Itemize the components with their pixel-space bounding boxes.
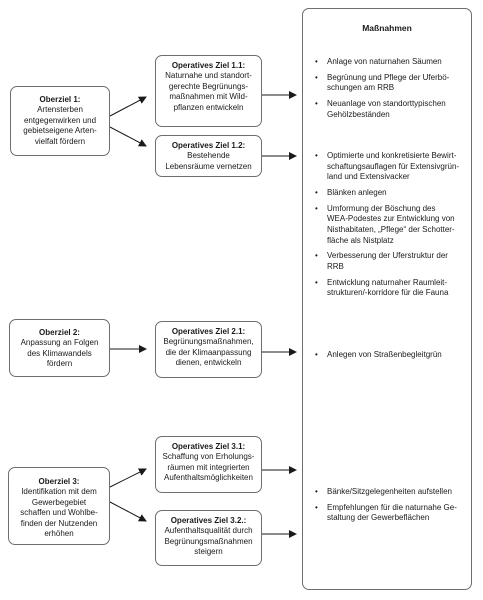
- operatives-ziel-3-2-title: Operatives Ziel 3.2.:: [170, 516, 247, 525]
- massnahmen-group-1: [313, 57, 465, 126]
- oberziel-1-text: Artensterben entgegenwirken und gebietseigene Arten- vielfalt fördern: [23, 105, 97, 146]
- massnahmen-panel: [302, 8, 472, 590]
- massnahme-item: • Umformung der Böschung des WEA-Podestes zur Entwicklung von Nisthabitaten, „Pflege“ der Schotter- fläche als Nistplatz: [313, 204, 465, 246]
- oberziel-2-box: [9, 319, 110, 377]
- operatives-ziel-3-1-title: Operatives Ziel 3.1:: [171, 442, 246, 451]
- oberziel-3-title: Oberziel 3:: [38, 477, 80, 486]
- operatives-ziel-1-2-title: Operatives Ziel 1.2:: [171, 141, 246, 150]
- arrow-ober3-to-op32: [110, 502, 146, 521]
- operatives-ziel-1-2-text: Bestehende Lebensräume vernetzen: [165, 151, 252, 171]
- operatives-ziel-2-1-title: Operatives Ziel 2.1:: [171, 327, 246, 336]
- massnahme-item: • Blänken anlegen: [313, 188, 465, 199]
- massnahme-item: • Empfehlungen für die naturnahe Ge- staltung der Gewerbeflächen: [313, 503, 465, 524]
- operatives-ziel-3-2-text: Aufenthaltsqualität durch Begrünungsmaßnahmen steigern: [164, 526, 253, 557]
- operatives-ziel-1-2-box: [155, 135, 262, 177]
- arrow-ober1-to-op12: [110, 127, 146, 146]
- massnahme-item: • Optimierte und konkretisierte Bewirt- schaftungsauflagen für Extensivgrün- land und Extensivacker: [313, 151, 465, 183]
- oberziel-3-box: [8, 467, 110, 545]
- operatives-ziel-3-2-box: [155, 510, 262, 566]
- massnahme-item: • Begrünung und Pflege der Uferbö- schungen am RRB: [313, 73, 465, 94]
- massnahmen-group-3: [313, 350, 465, 366]
- massnahmen-group-2: [313, 151, 465, 304]
- arrow-ober1-to-op11: [110, 97, 146, 116]
- arrow-ober3-to-op31: [110, 469, 146, 487]
- operatives-ziel-1-1-text: Naturnahe und standort- gerechte Begrünungs- maßnahmen mit Wild- pflanzen entwickeln: [165, 71, 252, 112]
- operatives-ziel-2-1-text: Begrünungsmaßnahmen, die der Klimaanpassung dienen, entwickeln: [163, 337, 254, 368]
- oberziel-1-title: Oberziel 1:: [39, 95, 81, 104]
- operatives-ziel-3-1-text: Schaffung von Erholungs- räumen mit integrierten Aufenthaltsmöglichkeiten: [162, 452, 255, 483]
- massnahmen-group-4: [313, 487, 465, 529]
- operatives-ziel-1-1-title: Operatives Ziel 1.1:: [171, 61, 246, 70]
- massnahme-item: • Verbesserung der Uferstruktur der RRB: [313, 251, 465, 272]
- oberziel-3-text: Identifikation mit dem Gewerbegebiet schaffen und Wohlbe- finden der Nutzenden erhöhen: [20, 487, 98, 539]
- operatives-ziel-2-1-box: [155, 321, 262, 378]
- operatives-ziel-3-1-box: [155, 436, 262, 493]
- oberziel-2-title: Oberziel 2:: [39, 328, 80, 337]
- massnahme-item: • Anlegen von Straßenbegleitgrün: [313, 350, 465, 361]
- massnahme-item: • Bänke/Sitzgelegenheiten aufstellen: [313, 487, 465, 498]
- massnahme-item: • Neuanlage von standorttypischen Gehölzbeständen: [313, 99, 465, 120]
- oberziel-1-box: [10, 86, 110, 156]
- massnahmen-heading: Maßnahmen: [362, 23, 412, 33]
- oberziel-2-text: Anpassung an Folgen des Klimawandels fördern: [20, 338, 99, 369]
- massnahme-item: • Anlage von naturnahen Säumen: [313, 57, 465, 68]
- operatives-ziel-1-1-box: [155, 55, 262, 127]
- massnahme-item: • Entwicklung naturnaher Raumleit- strukturen/-korridore für die Fauna: [313, 278, 465, 299]
